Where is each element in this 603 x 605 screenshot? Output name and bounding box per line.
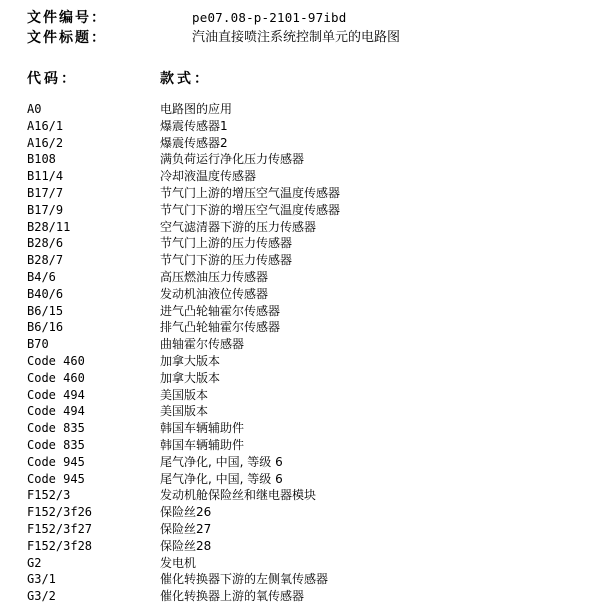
component-code: B28/6 xyxy=(27,236,64,251)
component-description: 韩国车辆辅助件 xyxy=(160,421,245,436)
list-item xyxy=(0,286,603,303)
component-code: B6/15 xyxy=(27,303,64,318)
list-item xyxy=(0,420,603,437)
list-item xyxy=(0,135,603,152)
component-code: F152/3f27 xyxy=(27,521,93,536)
list-item xyxy=(0,454,603,471)
component-description: 节气门下游的压力传感器 xyxy=(160,253,293,268)
code-list xyxy=(0,101,603,605)
list-item xyxy=(0,168,603,185)
component-description: 节气门上游的增压空气温度传感器 xyxy=(160,185,341,200)
list-item xyxy=(0,555,603,572)
list-item xyxy=(0,219,603,236)
component-code: Code 460 xyxy=(27,370,85,385)
component-code: A16/1 xyxy=(27,118,64,133)
component-code: B4/6 xyxy=(27,269,56,284)
list-item xyxy=(0,588,603,605)
list-item xyxy=(0,437,603,454)
list-item xyxy=(0,487,603,504)
component-description: 美国版本 xyxy=(160,387,209,402)
list-item xyxy=(0,269,603,286)
list-item xyxy=(0,151,603,168)
component-code: B11/4 xyxy=(27,169,64,184)
component-code: B17/7 xyxy=(27,185,64,200)
component-description: 保险丝26 xyxy=(160,505,212,520)
doc-title-label: 文件标题： xyxy=(27,30,107,46)
component-code: B108 xyxy=(27,152,56,167)
component-code: B28/11 xyxy=(27,219,71,234)
list-item xyxy=(0,571,603,588)
component-description: 发动机油液位传感器 xyxy=(160,286,269,301)
component-code: Code 835 xyxy=(27,437,85,452)
component-description: 保险丝27 xyxy=(160,521,212,536)
component-code: B17/9 xyxy=(27,202,64,217)
component-description: 催化转换器上游的氧传感器 xyxy=(160,589,305,604)
component-code: B70 xyxy=(27,337,49,352)
component-description: 空气滤清器下游的压力传感器 xyxy=(160,219,317,234)
component-code: A16/2 xyxy=(27,135,64,150)
list-item xyxy=(0,319,603,336)
component-description: 美国版本 xyxy=(160,404,209,419)
component-code: A0 xyxy=(27,102,42,116)
list-item xyxy=(0,101,603,118)
list-item xyxy=(0,252,603,269)
component-code: B40/6 xyxy=(27,286,64,301)
list-item xyxy=(0,303,603,320)
component-code: F152/3f28 xyxy=(27,538,93,553)
component-code: F152/3 xyxy=(27,488,71,503)
component-code: B28/7 xyxy=(27,253,64,268)
doc-title-value: 汽油直接喷注系统控制单元的电路图 xyxy=(192,30,401,45)
component-code: Code 945 xyxy=(27,454,85,469)
doc-number-value: pe07.08-p-2101-97ibd xyxy=(192,10,347,25)
style-column-header: 款式： xyxy=(160,71,211,87)
component-description: 高压燃油压力传感器 xyxy=(160,269,269,284)
component-code: Code 835 xyxy=(27,421,85,436)
list-item xyxy=(0,471,603,488)
component-code: G3/2 xyxy=(27,589,56,604)
component-description: 加拿大版本 xyxy=(160,353,221,368)
code-column-header: 代码： xyxy=(27,71,78,87)
doc-number-label: 文件编号： xyxy=(27,10,107,26)
component-description: 进气凸轮轴霍尔传感器 xyxy=(160,303,281,318)
list-item xyxy=(0,353,603,370)
component-description: 加拿大版本 xyxy=(160,370,221,385)
list-item xyxy=(0,504,603,521)
list-item xyxy=(0,185,603,202)
component-description: 满负荷运行净化压力传感器 xyxy=(160,152,305,167)
list-item xyxy=(0,235,603,252)
component-code: Code 945 xyxy=(27,471,85,486)
list-item xyxy=(0,118,603,135)
list-item xyxy=(0,403,603,420)
list-item xyxy=(0,202,603,219)
component-description: 爆震传感器1 xyxy=(160,118,228,133)
list-item xyxy=(0,521,603,538)
component-code: B6/16 xyxy=(27,320,64,335)
list-item xyxy=(0,387,603,404)
component-code: G3/1 xyxy=(27,572,56,587)
component-description: 爆震传感器2 xyxy=(160,135,228,150)
component-description: 排气凸轮轴霍尔传感器 xyxy=(160,320,281,335)
component-code: Code 494 xyxy=(27,404,85,419)
component-code: G2 xyxy=(27,555,42,570)
component-description: 催化转换器下游的左侧氧传感器 xyxy=(160,572,329,587)
list-item xyxy=(0,538,603,555)
component-code: Code 494 xyxy=(27,387,85,402)
component-code: Code 460 xyxy=(27,353,85,368)
component-code: F152/3f26 xyxy=(27,505,93,520)
component-description: 尾气净化, 中国, 等级 6 xyxy=(160,454,283,469)
component-description: 发电机 xyxy=(160,555,197,570)
component-description: 保险丝28 xyxy=(160,538,212,553)
list-item xyxy=(0,336,603,353)
component-description: 冷却液温度传感器 xyxy=(160,169,257,184)
component-description: 尾气净化, 中国, 等级 6 xyxy=(160,471,283,486)
component-description: 韩国车辆辅助件 xyxy=(160,437,245,452)
component-description: 节气门下游的增压空气温度传感器 xyxy=(160,202,341,217)
component-description: 电路图的应用 xyxy=(160,102,233,116)
list-item xyxy=(0,370,603,387)
component-description: 节气门上游的压力传感器 xyxy=(160,236,293,251)
component-description: 发动机舱保险丝和继电器模块 xyxy=(160,488,317,503)
component-description: 曲轴霍尔传感器 xyxy=(160,337,245,352)
